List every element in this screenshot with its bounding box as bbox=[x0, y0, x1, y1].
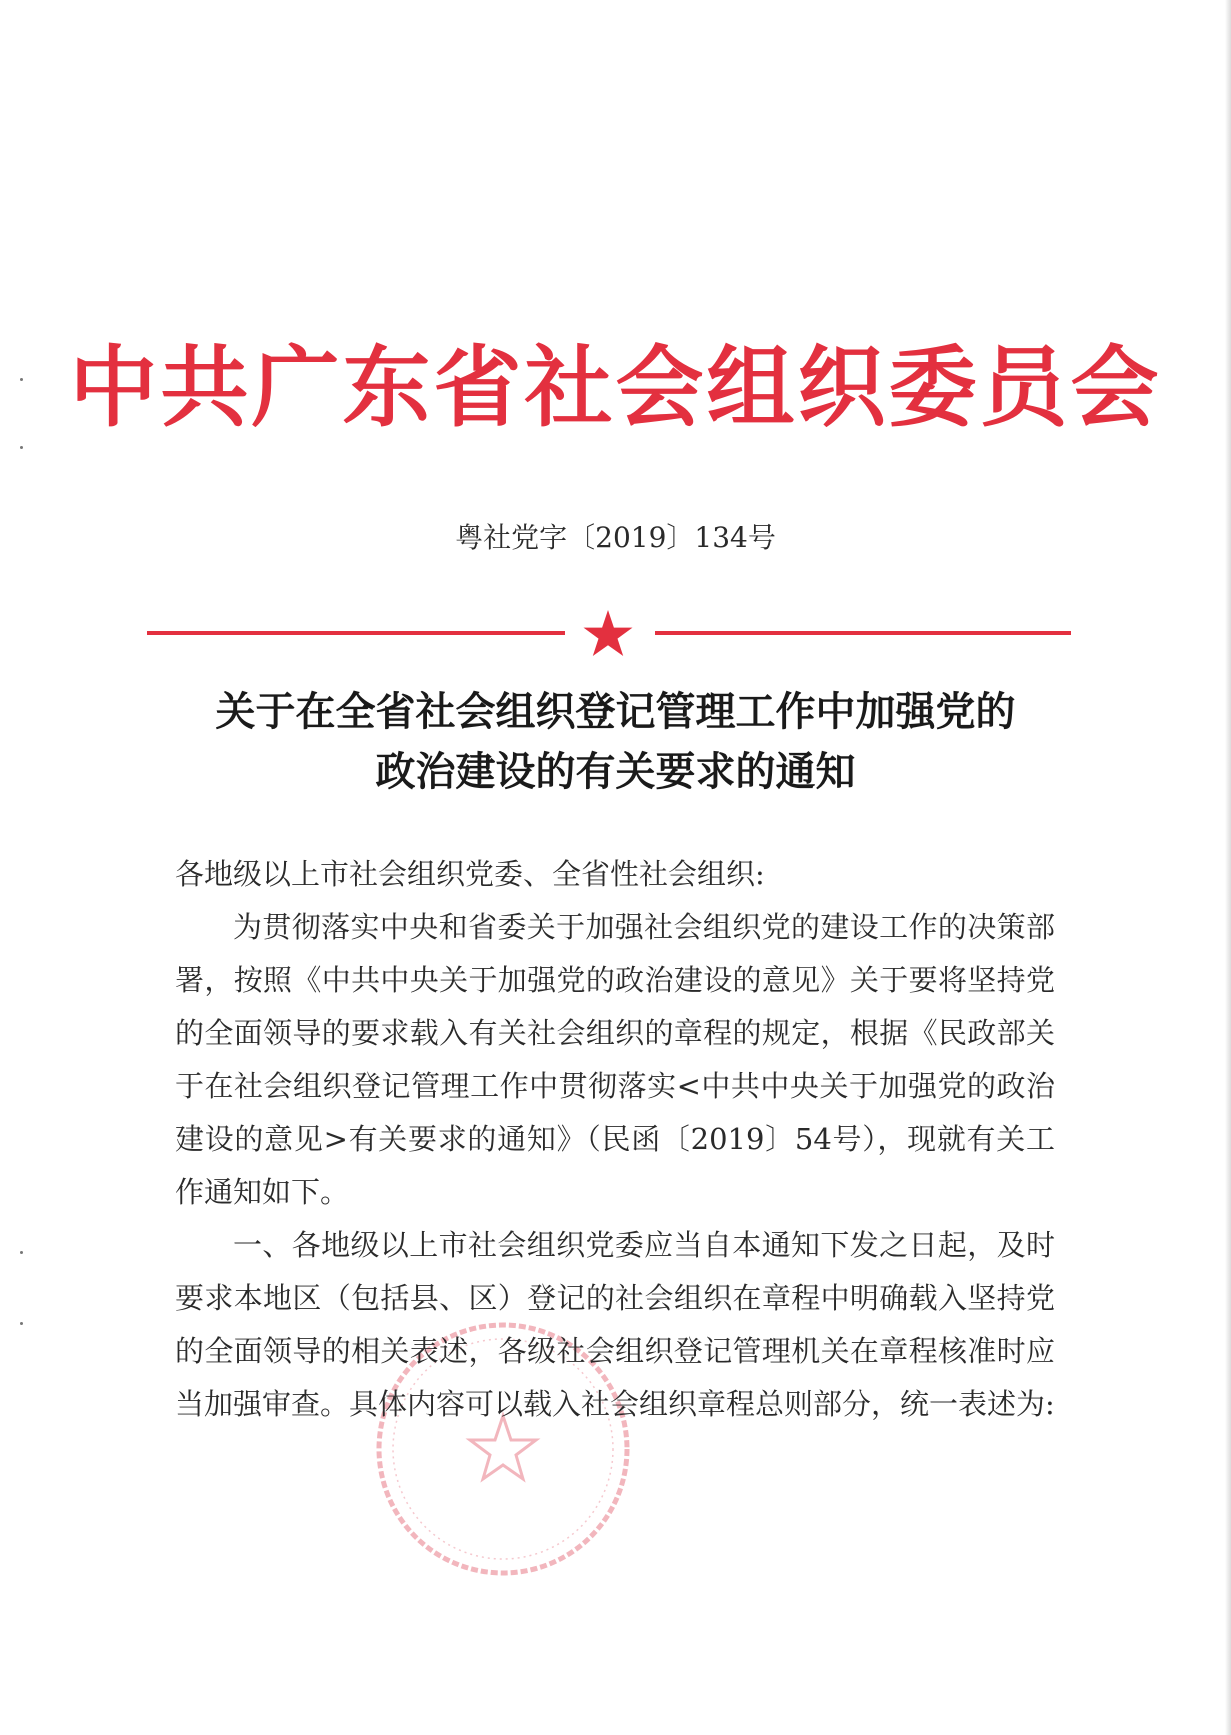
body-paragraph: 一、各地级以上市社会组织党委应当自本通知下发之日起，及时要求本地区（包括县、区）登记的社会组织在章程中明确载入坚持党的全面领导的相关表述，各级社会组织登记管理机关在章程核准时应当加强审查。具体内容可以载入社会组织章程总则部分，统一表述为: bbox=[175, 1228, 1055, 1421]
page-edge bbox=[1225, 0, 1231, 1735]
document-title bbox=[0, 682, 1231, 802]
body-paragraph: 为贯彻落实中央和省委关于加强社会组织党的建设工作的决策部署，按照《中共中央关于加强党的政治建设的意见》关于要将坚持党的全面领导的要求载入有关社会组织的章程的规定，根据《民政部关于在社会组织登记管理工作中贯彻落实<中共中央关于加强党的政治建设的意见>有关要求的通知》（民函〔2019〕54号），现就有关工作通知如下。 bbox=[175, 910, 1055, 1209]
document-number: 粤社党字〔2019〕134号 bbox=[455, 521, 776, 554]
document-body bbox=[175, 848, 1055, 1431]
red-divider-right bbox=[655, 631, 1071, 635]
star-icon bbox=[583, 609, 633, 657]
addressee: 各地级以上市社会组织党委、全省性社会组织: bbox=[175, 857, 765, 891]
red-divider-left bbox=[147, 631, 565, 635]
title-line: 关于在全省社会组织登记管理工作中加强党的 bbox=[215, 689, 1016, 735]
issuer-header: 中共广东省社会组织委员会 bbox=[69, 336, 1162, 439]
title-line: 政治建设的有关要求的通知 bbox=[375, 749, 856, 795]
binding-mark bbox=[20, 1251, 23, 1254]
binding-mark bbox=[20, 446, 23, 449]
binding-mark bbox=[20, 1322, 23, 1325]
